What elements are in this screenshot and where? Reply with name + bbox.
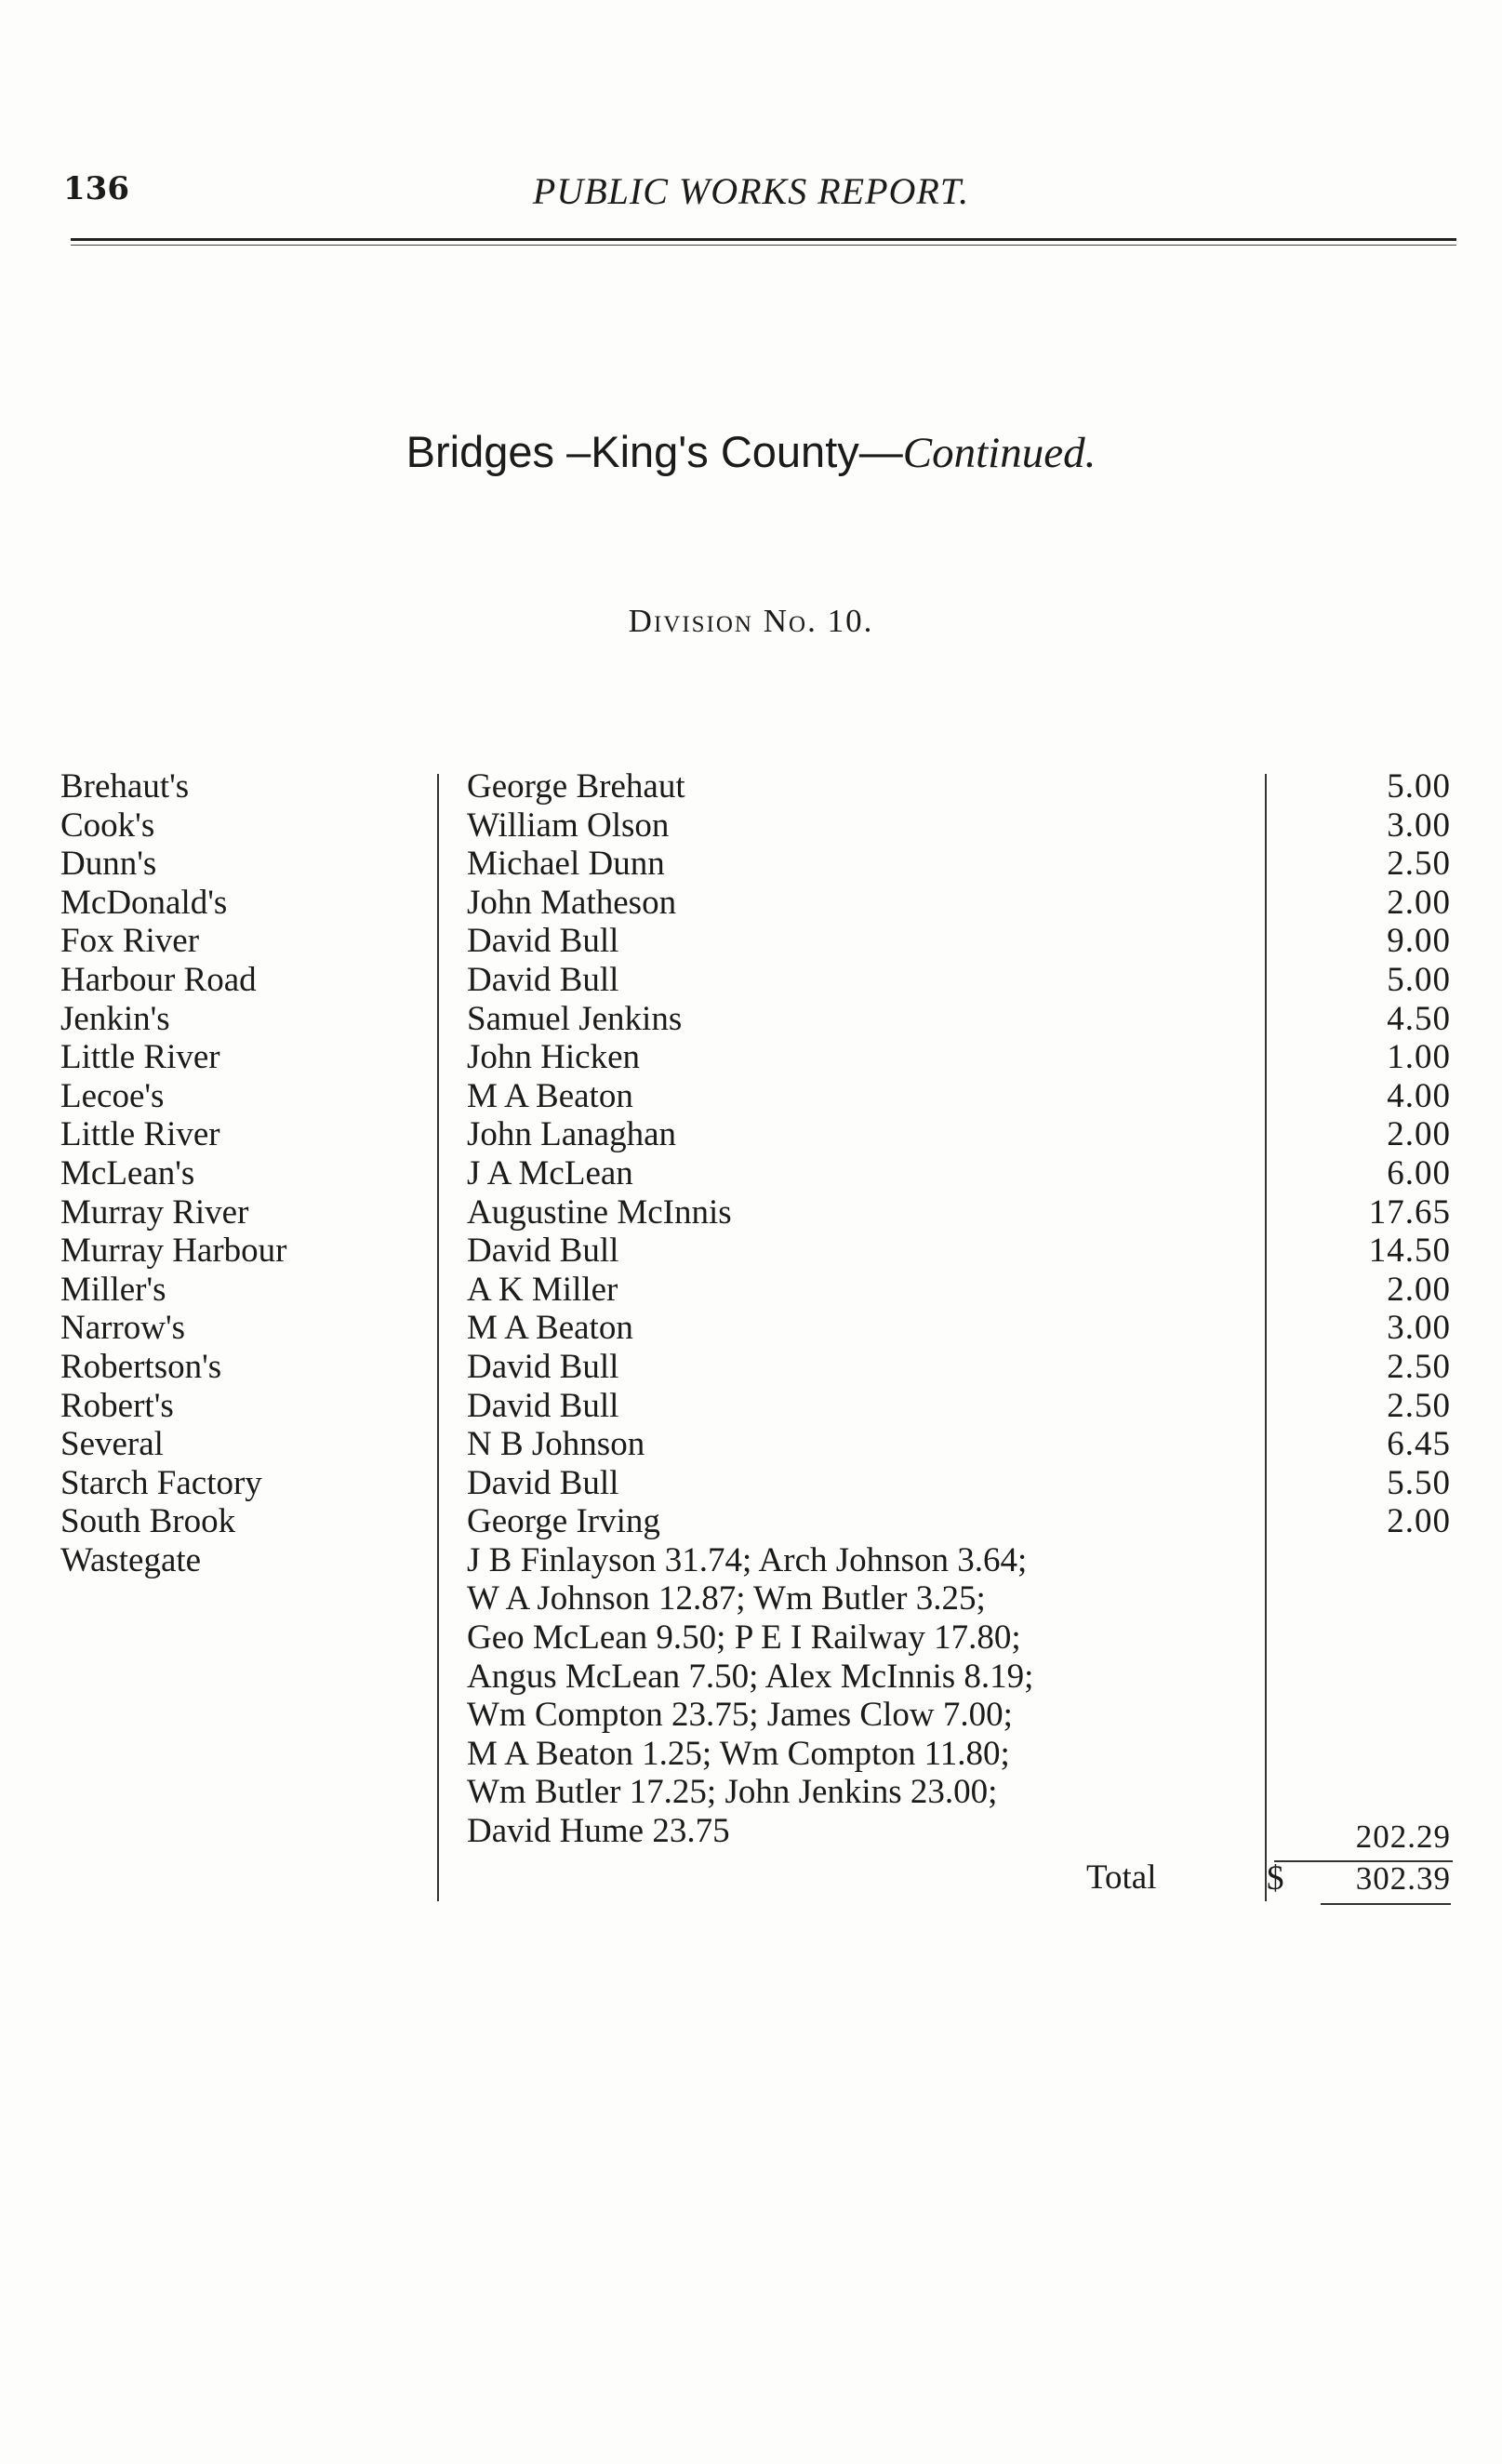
currency-symbol: $ <box>1267 1859 1284 1898</box>
total-value: 302.39 <box>1355 1860 1451 1897</box>
place-cell: Murray River <box>60 1192 249 1232</box>
place-cell: Several <box>60 1425 164 1464</box>
amount-cell: 17.65 <box>1368 1192 1451 1232</box>
place-cell: Dunn's <box>60 845 157 884</box>
contractor-cell: David Bull <box>467 922 619 961</box>
amount-cell: 2.50 <box>1387 1386 1451 1425</box>
place-cell: Harbour Road <box>60 960 257 999</box>
contractor-cell: Michael Dunn <box>467 845 665 884</box>
amount-cell: 2.00 <box>1387 883 1451 922</box>
place-column <box>60 767 432 1851</box>
amount-cell: 6.00 <box>1387 1153 1451 1192</box>
amount-cell: 5.50 <box>1387 1463 1451 1502</box>
place-cell: South Brook <box>60 1502 236 1541</box>
amount-cell: 4.50 <box>1387 999 1451 1038</box>
amount-cell: 5.00 <box>1387 960 1451 999</box>
place-cell: Murray Harbour <box>60 1232 287 1271</box>
contractor-cell: M A Beaton 1.25; Wm Compton 11.80; <box>467 1734 1010 1773</box>
section-title <box>0 426 1502 478</box>
place-cell: Brehaut's <box>60 767 190 806</box>
amount-cell <box>1283 1579 1451 1618</box>
contractor-cell: John Matheson <box>467 883 677 922</box>
place-cell: Robert's <box>60 1386 174 1425</box>
contractor-column <box>467 767 1257 1851</box>
amount-cell: 3.00 <box>1387 1309 1451 1348</box>
contractor-cell: J A McLean <box>467 1153 633 1192</box>
place-cell: McDonald's <box>60 883 228 922</box>
column-divider-left <box>437 774 439 1901</box>
place-cell <box>60 1696 432 1735</box>
contractor-cell: David Bull <box>467 1386 619 1425</box>
place-cell: Robertson's <box>60 1347 222 1386</box>
place-cell: Little River <box>60 1038 220 1077</box>
place-cell <box>60 1579 432 1618</box>
amount-cell: 6.45 <box>1387 1425 1451 1464</box>
contractor-cell: A K Miller <box>467 1270 618 1309</box>
page-number: 136 <box>63 170 129 207</box>
amount-cell: 4.00 <box>1387 1076 1451 1115</box>
amount-cell <box>1283 1541 1451 1580</box>
amount-cell: 5.00 <box>1387 767 1451 806</box>
total-underline <box>1321 1903 1451 1905</box>
amount-cell: 2.00 <box>1387 1270 1451 1309</box>
contractor-cell: David Bull <box>467 1232 619 1271</box>
contractor-cell: Wm Compton 23.75; James Clow 7.00; <box>467 1696 1013 1735</box>
place-cell <box>60 1773 432 1812</box>
contractor-cell: David Bull <box>467 1347 619 1386</box>
amount-cell: 2.00 <box>1387 1502 1451 1541</box>
amount-cell: 2.00 <box>1387 1115 1451 1154</box>
section-title-continued: Continued. <box>902 429 1097 477</box>
amount-cell: 2.50 <box>1387 1347 1451 1386</box>
place-cell: Narrow's <box>60 1309 186 1348</box>
contractor-cell: W A Johnson 12.87; Wm Butler 3.25; <box>467 1579 986 1618</box>
contractor-cell: Angus McLean 7.50; Alex McInnis 8.19; <box>467 1657 1034 1696</box>
place-cell: Wastegate <box>60 1540 202 1579</box>
place-cell <box>60 1658 432 1697</box>
amount-cell <box>1283 1658 1451 1697</box>
place-cell <box>60 1618 432 1658</box>
contractor-cell: Samuel Jenkins <box>467 999 683 1038</box>
place-cell: Miller's <box>60 1270 166 1309</box>
contractor-cell: Geo McLean 9.50; P E I Railway 17.80; <box>467 1618 1021 1658</box>
place-cell: Lecoe's <box>60 1076 165 1115</box>
contractor-cell: David Bull <box>467 1463 619 1502</box>
amount-cell: 9.00 <box>1387 922 1451 961</box>
amount-cell <box>1283 1618 1451 1658</box>
division-heading: Division No. 10. <box>628 603 874 639</box>
running-head: PUBLIC WORKS REPORT. <box>532 170 970 212</box>
amount-column <box>1283 767 1451 1851</box>
place-cell: Cook's <box>60 806 155 845</box>
contractor-cell: J B Finlayson 31.74; Arch Johnson 3.64; <box>467 1540 1028 1579</box>
amount-cell <box>1283 1773 1451 1812</box>
place-cell <box>60 1735 432 1774</box>
contractor-cell: John Lanaghan <box>467 1115 677 1154</box>
contractor-cell: M A Beaton <box>467 1309 633 1348</box>
contractor-cell: William Olson <box>467 806 670 845</box>
amount-cell: 3.00 <box>1387 806 1451 845</box>
amount-cell <box>1283 1735 1451 1774</box>
amount-cell: 1.00 <box>1387 1038 1451 1077</box>
wastegate-subtotal: 202.29 <box>1355 1818 1451 1855</box>
section-title-main: Bridges –King's County— <box>405 427 903 476</box>
contractor-cell: George Irving <box>467 1502 660 1541</box>
contractor-cell: Augustine McInnis <box>467 1192 732 1232</box>
total-label: Total <box>1086 1858 1157 1897</box>
contractor-cell: George Brehaut <box>467 767 685 806</box>
place-cell <box>60 1812 432 1851</box>
amount-cell: 14.50 <box>1368 1232 1451 1271</box>
place-cell: Jenkin's <box>60 999 170 1038</box>
contractor-cell: Wm Butler 17.25; John Jenkins 23.00; <box>467 1773 998 1812</box>
column-divider-right <box>1265 774 1267 1901</box>
place-cell: McLean's <box>60 1153 195 1192</box>
place-cell: Little River <box>60 1115 220 1154</box>
contractor-cell: John Hicken <box>467 1038 640 1077</box>
header-rule <box>71 238 1456 246</box>
place-cell: Fox River <box>60 922 200 961</box>
amount-cell: 2.50 <box>1387 845 1451 884</box>
contractor-cell: M A Beaton <box>467 1076 633 1115</box>
amount-cell <box>1283 1696 1451 1735</box>
contractor-cell: David Hume 23.75 <box>467 1812 730 1851</box>
contractor-cell: N B Johnson <box>467 1425 645 1464</box>
contractor-cell: David Bull <box>467 960 619 999</box>
place-cell: Starch Factory <box>60 1463 262 1502</box>
